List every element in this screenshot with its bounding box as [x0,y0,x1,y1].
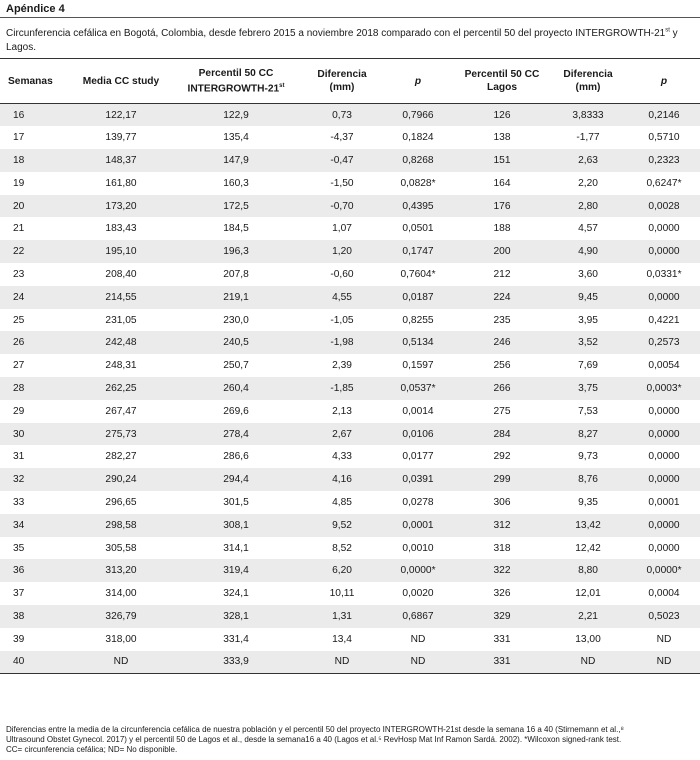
cell-p-intergrowth: ND [410,633,426,645]
caption-superscript: st [665,27,670,34]
cell-media-cc: 296,65 [105,496,137,508]
cell-percentil-intergrowth: 314,1 [223,542,249,554]
cell-diferencia-lagos: 3,52 [578,337,598,349]
cell-media-cc: 290,24 [105,474,137,486]
cell-media-cc: 183,43 [105,223,137,235]
cell-percentil-lagos: 312 [493,519,511,531]
cell-media-cc: 139,77 [105,132,137,144]
cell-semana: 38 [13,610,25,622]
cell-semana: 24 [13,291,25,303]
cell-percentil-intergrowth: 328,1 [223,610,249,622]
table-row [0,309,700,332]
cell-semana: 31 [13,451,25,463]
cell-p-intergrowth: 0,6867 [402,610,434,622]
cell-media-cc: 262,25 [105,382,137,394]
cell-semana: 22 [13,246,25,258]
cell-media-cc: 161,80 [105,177,137,189]
cell-media-cc: 242,48 [105,337,137,349]
cell-semana: 29 [13,405,25,417]
cell-p-intergrowth: ND [380,651,456,674]
cell-p-lagos: 0,2323 [648,154,680,166]
cell-p-lagos: 0,0000 [648,405,680,417]
cell-diferencia-lagos: 2,80 [578,200,598,212]
cell-percentil-intergrowth: 278,4 [223,428,249,440]
cell-p-lagos: ND [656,633,672,645]
cell-diferencia-lagos: 13,00 [575,633,601,645]
cell-p-intergrowth: 0,5134 [402,337,434,349]
cell-diferencia-intergrowth: -0,70 [330,200,354,212]
cell-semana: 30 [13,428,25,440]
cell-percentil-intergrowth: 324,1 [223,588,249,600]
cell-percentil-intergrowth: 135,4 [223,132,249,144]
cell-percentil-intergrowth: 172,5 [223,200,249,212]
cell-semana: 35 [13,542,25,554]
cell-diferencia-lagos: ND [548,651,628,674]
cell-semana: 25 [13,314,25,326]
cell-percentil-lagos: 200 [493,246,511,258]
header-p-2: p [628,59,700,104]
cell-semana: 39 [13,633,25,645]
cell-percentil-intergrowth: 319,4 [223,565,249,577]
cell-percentil-lagos: 331 [456,651,548,674]
header-diferencia-2: Diferencia (mm) [548,59,628,104]
cell-percentil-intergrowth: 230,0 [223,314,249,326]
cell-p-intergrowth: 0,8255 [402,314,434,326]
table-row [0,514,700,537]
cell-semana: 37 [13,588,25,600]
cell-diferencia-intergrowth: ND [304,651,380,674]
data-table [0,58,700,674]
cell-percentil-intergrowth: 301,5 [223,496,249,508]
cell-p-lagos: 0,0004 [648,588,680,600]
cell-percentil-intergrowth: 219,1 [223,291,249,303]
cell-percentil-intergrowth: 196,3 [223,246,249,258]
cell-diferencia-intergrowth: -1,98 [330,337,354,349]
cell-p-intergrowth: 0,0001 [402,519,434,531]
cell-diferencia-intergrowth: 8,52 [332,542,352,554]
cell-media-cc: 267,47 [105,405,137,417]
cell-diferencia-lagos: 3,95 [578,314,598,326]
table-row [0,263,700,286]
cell-percentil-intergrowth: 260,4 [223,382,249,394]
cell-percentil-intergrowth: 122,9 [223,109,249,121]
cell-media-cc: 313,20 [105,565,137,577]
cell-percentil-lagos: 138 [493,132,511,144]
cell-diferencia-lagos: 4,90 [578,246,598,258]
cell-p-lagos: 0,0000 [648,246,680,258]
cell-percentil-intergrowth: 269,6 [223,405,249,417]
header-semanas: Semanas [0,59,74,104]
cell-p-lagos: 0,0028 [648,200,680,212]
cell-p-lagos: 0,0000 [648,542,680,554]
cell-p-intergrowth: 0,0501 [402,223,434,235]
cell-diferencia-intergrowth: -0,47 [330,154,354,166]
cell-diferencia-lagos: 4,57 [578,223,598,235]
cell-semana: 20 [13,200,25,212]
table-caption [6,27,692,55]
cell-p-intergrowth: 0,0391 [402,474,434,486]
cell-diferencia-lagos: 9,35 [578,496,598,508]
cell-percentil-lagos: 246 [493,337,511,349]
cell-p-lagos: 0,6247* [646,177,682,189]
cell-percentil-lagos: 326 [493,588,511,600]
cell-p-lagos: 0,0054 [648,360,680,372]
cell-p-intergrowth: 0,1824 [402,132,434,144]
cell-diferencia-lagos: 7,69 [578,360,598,372]
cell-p-intergrowth: 0,1597 [402,360,434,372]
cell-media-cc: ND [74,651,168,674]
cell-diferencia-intergrowth: -1,85 [330,382,354,394]
cell-diferencia-lagos: 9,45 [578,291,598,303]
table-row [0,537,700,560]
cell-media-cc: 248,31 [105,360,137,372]
cell-percentil-intergrowth: 294,4 [223,474,249,486]
cell-media-cc: 298,58 [105,519,137,531]
footnote-line-3: CC= circunferencia cefálica; ND= No disponible. [6,745,178,754]
cell-diferencia-intergrowth: 2,67 [332,428,352,440]
table-row [0,331,700,354]
cell-percentil-lagos: 176 [493,200,511,212]
header-percentil-intergrowth-line2: INTERGROWTH-21 [187,83,280,95]
cell-p-lagos: 0,2573 [648,337,680,349]
cell-diferencia-lagos: 13,42 [575,519,601,531]
cell-percentil-lagos: 292 [493,451,511,463]
cell-media-cc: 173,20 [105,200,137,212]
cell-p-intergrowth: 0,0187 [402,291,434,303]
cell-percentil-lagos: 299 [493,474,511,486]
cell-diferencia-intergrowth: -4,37 [330,132,354,144]
cell-p-lagos: 0,0001 [648,496,680,508]
cell-diferencia-lagos: 2,63 [578,154,598,166]
cell-p-lagos: ND [628,651,700,674]
cell-percentil-intergrowth: 308,1 [223,519,249,531]
cell-p-intergrowth: 0,4395 [402,200,434,212]
cell-diferencia-lagos: 8,27 [578,428,598,440]
cell-diferencia-intergrowth: 10,11 [329,588,355,600]
cell-diferencia-lagos: 12,42 [575,542,601,554]
caption-text: Circunferencia cefálica en Bogotá, Colombia, desde febrero 2015 a noviembre 2018 comparado con el percentil 50 del proyecto INTERGROWTH-21 [6,28,666,39]
cell-p-intergrowth: 0,0537* [400,382,436,394]
cell-p-intergrowth: 0,0828* [400,177,436,189]
cell-p-intergrowth: 0,0106 [402,428,434,440]
table-row [0,582,700,605]
cell-percentil-lagos: 331 [493,633,511,645]
cell-media-cc: 148,37 [105,154,137,166]
cell-p-lagos: 0,0000 [648,223,680,235]
cell-percentil-lagos: 256 [493,360,511,372]
cell-percentil-lagos: 235 [493,314,511,326]
cell-diferencia-intergrowth: 4,33 [332,451,352,463]
cell-media-cc: 195,10 [105,246,137,258]
table-row [0,286,700,309]
cell-semana: 26 [13,337,25,349]
footnote-line-1: Diferencias entre la media de la circunferencia cefálica de nuestra población y el percentil 50 del proyecto INTERGROWTH-21st desde la semana 16 a 40 (Stirnemann et al.,⁸ [6,725,624,734]
cell-diferencia-lagos: 3,60 [578,268,598,280]
cell-media-cc: 231,05 [105,314,137,326]
cell-p-intergrowth: 0,0014 [402,405,434,417]
cell-diferencia-intergrowth: 2,13 [332,405,352,417]
cell-diferencia-intergrowth: 0,73 [332,109,352,121]
cell-p-lagos: 0,2146 [648,109,680,121]
cell-percentil-lagos: 126 [493,109,511,121]
cell-percentil-intergrowth: 147,9 [223,154,249,166]
cell-semana: 32 [13,474,25,486]
cell-media-cc: 122,17 [105,109,137,121]
cell-diferencia-lagos: 2,20 [578,177,598,189]
cell-p-lagos: 0,5710 [648,132,680,144]
cell-p-intergrowth: 0,7966 [402,109,434,121]
cell-diferencia-lagos: 7,53 [578,405,598,417]
table-row [0,400,700,423]
cell-media-cc: 326,79 [105,610,137,622]
cell-percentil-intergrowth: 286,6 [223,451,249,463]
table-row [0,628,700,651]
cell-semana: 19 [13,177,25,189]
cell-diferencia-intergrowth: 1,20 [332,246,352,258]
cell-percentil-lagos: 188 [493,223,511,235]
table-row [0,651,700,674]
table-row [0,559,700,582]
cell-diferencia-lagos: 12,01 [575,588,601,600]
cell-p-lagos: 0,0000 [648,451,680,463]
header-percentil-intergrowth [168,59,304,104]
cell-diferencia-intergrowth: 6,20 [332,565,352,577]
cell-media-cc: 275,73 [105,428,137,440]
cell-media-cc: 282,27 [105,451,137,463]
table-row [0,149,700,172]
cell-semana: 40 [0,651,74,674]
cell-semana: 36 [13,565,25,577]
cell-p-lagos: 0,0331* [646,268,682,280]
cell-diferencia-intergrowth: -1,50 [330,177,354,189]
cell-p-intergrowth: 0,0000* [400,565,436,577]
cell-percentil-lagos: 306 [493,496,511,508]
header-media-cc: Media CC study [74,59,168,104]
table-row [0,605,700,628]
cell-percentil-lagos: 266 [493,382,511,394]
cell-p-lagos: 0,0000 [648,474,680,486]
cell-percentil-lagos: 164 [493,177,511,189]
cell-diferencia-lagos: 8,76 [578,474,598,486]
cell-p-intergrowth: 0,0010 [402,542,434,554]
appendix-title: Apéndice 4 [6,3,65,15]
cell-diferencia-intergrowth: -1,05 [330,314,354,326]
cell-p-lagos: 0,4221 [648,314,680,326]
table-row [0,423,700,446]
cell-p-lagos: 0,0000 [648,291,680,303]
cell-diferencia-intergrowth: 4,85 [332,496,352,508]
table-footnote [6,725,696,755]
table-row [0,445,700,468]
table-row [0,195,700,218]
cell-semana: 34 [13,519,25,531]
cell-semana: 16 [13,109,25,121]
header-p-1: p [380,59,456,104]
cell-percentil-lagos: 322 [493,565,511,577]
cell-percentil-lagos: 329 [493,610,511,622]
table-row [0,491,700,514]
header-percentil-intergrowth-sup: st [279,82,285,89]
cell-p-lagos: 0,0000* [646,565,682,577]
footnote-line-2: Ultrasound Obstet Gynecol. 2017) y el percentil 50 de Lagos et al., desde la semana16 a 40 (Lagos et al.⁵ RevHosp Mat Inf Ramon Sardá. 2002). *Wilcoxon signed-rank test. [6,735,622,744]
cell-semana: 28 [13,382,25,394]
cell-diferencia-intergrowth: 4,55 [332,291,352,303]
cell-diferencia-lagos: 2,21 [578,610,598,622]
table-body [0,104,700,674]
cell-percentil-intergrowth: 207,8 [223,268,249,280]
cell-diferencia-intergrowth: 4,16 [332,474,352,486]
cell-p-lagos: 0,5023 [648,610,680,622]
cell-percentil-intergrowth: 160,3 [223,177,249,189]
cell-diferencia-intergrowth: 13,4 [332,633,352,645]
cell-percentil-intergrowth: 331,4 [223,633,249,645]
caption-text-end: y Lagos. [6,28,678,53]
cell-percentil-intergrowth: 184,5 [223,223,249,235]
cell-diferencia-intergrowth: -0,60 [330,268,354,280]
cell-p-intergrowth: 0,0278 [402,496,434,508]
cell-diferencia-lagos: -1,77 [576,132,600,144]
table-row [0,217,700,240]
cell-diferencia-intergrowth: 2,39 [332,360,352,372]
table-row [0,240,700,263]
data-table-container [0,58,700,674]
cell-semana: 27 [13,360,25,372]
cell-percentil-intergrowth: 333,9 [168,651,304,674]
table-row [0,172,700,195]
cell-percentil-intergrowth: 240,5 [223,337,249,349]
cell-semana: 17 [13,132,25,144]
cell-semana: 23 [13,268,25,280]
cell-media-cc: 208,40 [105,268,137,280]
table-header-row [0,59,700,104]
cell-semana: 33 [13,496,25,508]
table-row [0,377,700,400]
table-row [0,468,700,491]
header-percentil-lagos: Percentil 50 CC Lagos [456,59,548,104]
cell-diferencia-lagos: 3,75 [578,382,598,394]
cell-semana: 18 [13,154,25,166]
cell-semana: 21 [13,223,25,235]
cell-diferencia-intergrowth: 1,31 [332,610,352,622]
table-row [0,104,700,127]
cell-diferencia-intergrowth: 9,52 [332,519,352,531]
cell-percentil-lagos: 151 [493,154,511,166]
header-percentil-intergrowth-line1: Percentil 50 CC [198,67,274,79]
cell-p-intergrowth: 0,0020 [402,588,434,600]
cell-percentil-lagos: 284 [493,428,511,440]
cell-percentil-lagos: 212 [493,268,511,280]
table-row [0,354,700,377]
cell-media-cc: 314,00 [105,588,137,600]
title-divider [0,17,700,18]
cell-percentil-lagos: 224 [493,291,511,303]
table-row [0,126,700,149]
header-diferencia-1: Diferencia (mm) [304,59,380,104]
cell-diferencia-intergrowth: 1,07 [332,223,352,235]
cell-p-lagos: 0,0000 [648,428,680,440]
cell-diferencia-lagos: 8,80 [578,565,598,577]
cell-p-intergrowth: 0,8268 [402,154,434,166]
cell-media-cc: 305,58 [105,542,137,554]
cell-percentil-lagos: 275 [493,405,511,417]
cell-media-cc: 318,00 [105,633,137,645]
cell-p-intergrowth: 0,0177 [402,451,434,463]
cell-p-lagos: 0,0000 [648,519,680,531]
cell-p-intergrowth: 0,1747 [402,246,434,258]
cell-diferencia-lagos: 3,8333 [572,109,604,121]
cell-p-intergrowth: 0,7604* [400,268,436,280]
cell-p-lagos: 0,0003* [646,382,682,394]
cell-diferencia-lagos: 9,73 [578,451,598,463]
cell-percentil-lagos: 318 [493,542,511,554]
cell-media-cc: 214,55 [105,291,137,303]
cell-percentil-intergrowth: 250,7 [223,360,249,372]
